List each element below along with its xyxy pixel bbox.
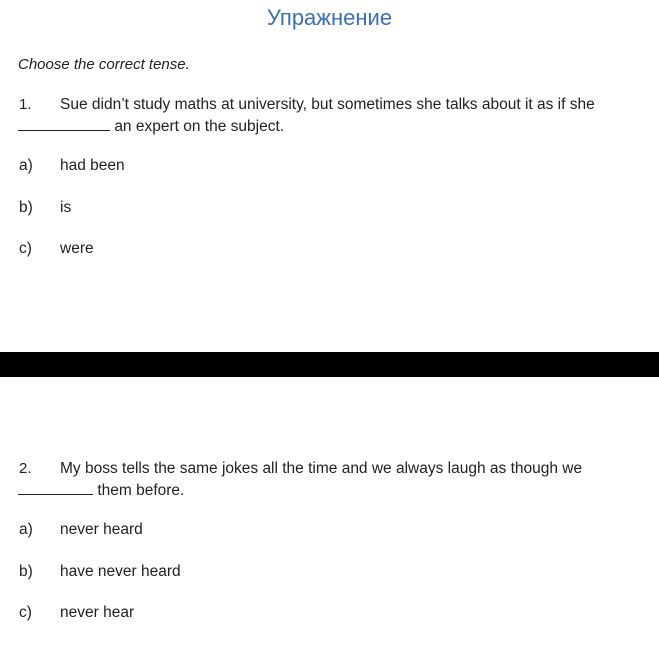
- redaction-bar: [0, 352, 659, 377]
- instruction-text: Choose the correct tense.: [18, 56, 190, 73]
- answer-blank: [18, 116, 110, 131]
- option-letter: b): [19, 199, 33, 216]
- page-title: Упражнение: [266, 5, 393, 30]
- option-letter: a): [19, 157, 33, 174]
- question-continuation: [18, 116, 284, 137]
- question-text: Sue didn’t study maths at university, but sometimes she talks about it as if she: [60, 96, 595, 113]
- option-text: never heard: [60, 521, 143, 538]
- question-text-line2: them before.: [97, 482, 185, 499]
- option-letter: a): [19, 521, 33, 538]
- question-continuation: [18, 480, 184, 501]
- question-number: 2.: [19, 460, 32, 477]
- option-letter: c): [19, 604, 32, 621]
- question-text-line2: an expert on the subject.: [114, 118, 285, 135]
- answer-blank: [18, 480, 93, 495]
- option-letter: c): [19, 240, 32, 257]
- option-text: have never heard: [60, 563, 181, 580]
- option-text: were: [60, 240, 94, 257]
- question-text: My boss tells the same jokes all the time and we always laugh as though we: [60, 460, 583, 477]
- option-letter: b): [19, 563, 33, 580]
- option-text: had been: [60, 157, 125, 174]
- option-text: is: [60, 199, 72, 216]
- option-text: never hear: [60, 604, 135, 621]
- question-number: 1.: [19, 96, 32, 113]
